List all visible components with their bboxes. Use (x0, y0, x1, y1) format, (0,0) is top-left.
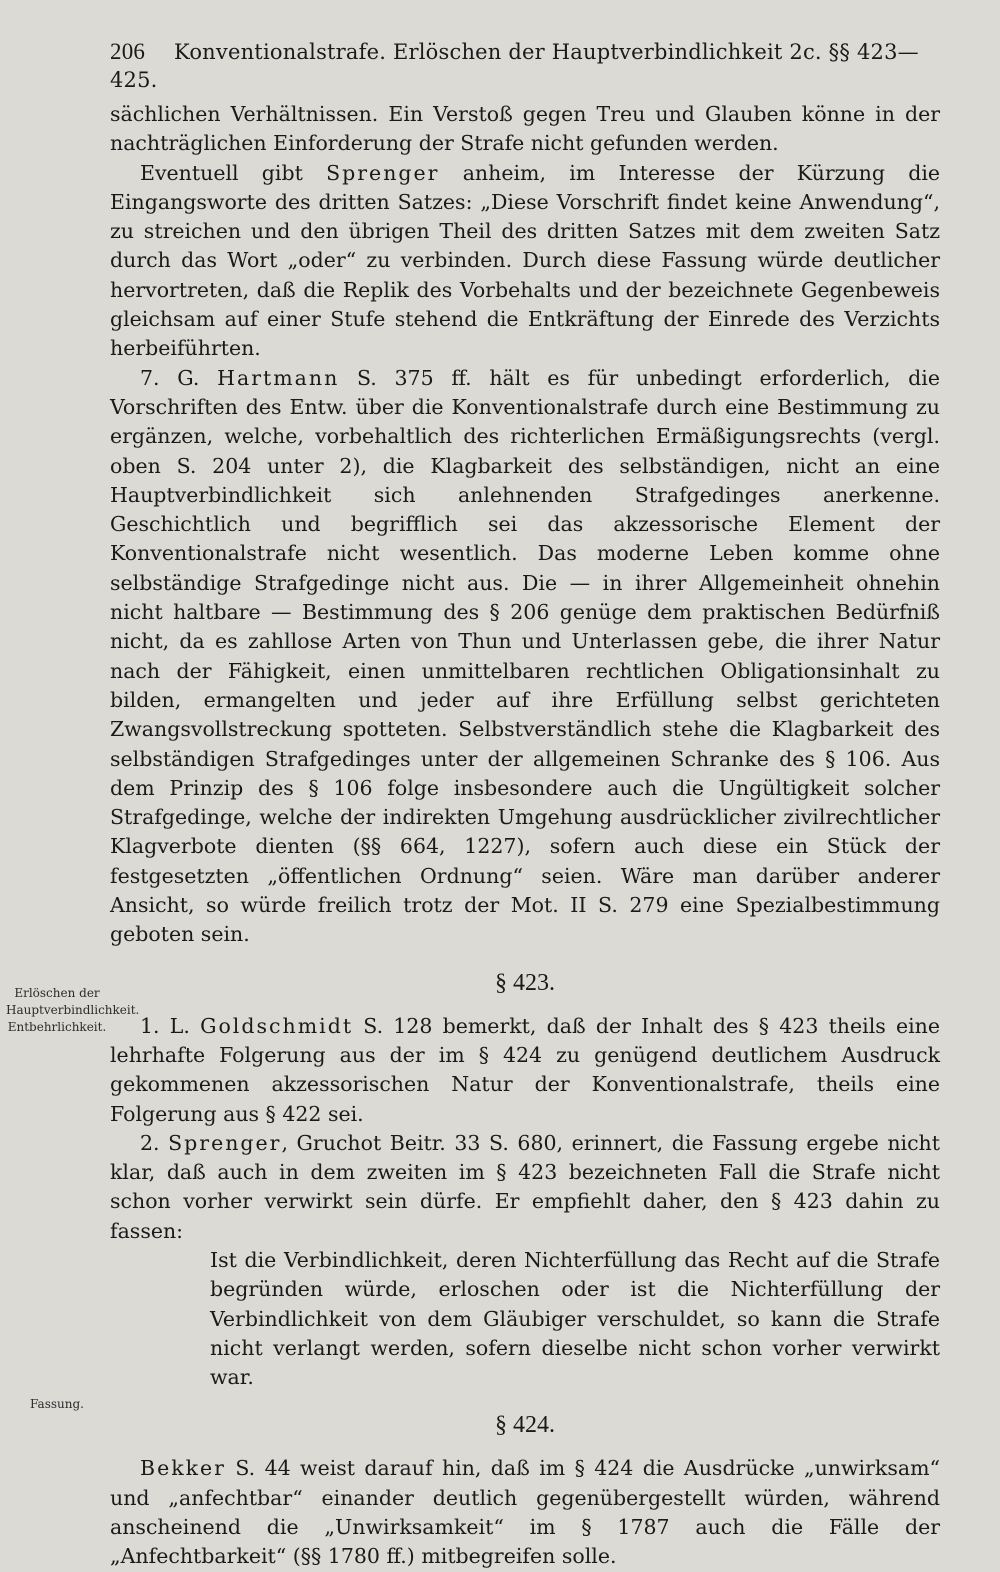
author-name: Bekker (140, 1456, 226, 1481)
paragraph-text: , Gruchot Beitr. 33 S. 680, erinnert, die Fassung ergebe nicht klar, daß auch in dem zweiten im § 423 bezeichneten Fall die Strafe nicht schon vorher verwirkt sein dürfe. Er empfiehlt daher, den § 423 dahin zu fassen: (110, 1130, 940, 1243)
paragraph: sächlichen Verhältnissen. Ein Verstoß gegen Treu und Glauben könne in der nachträglichen Einforderung der Strafe nicht gefunden werden. (110, 102, 940, 156)
author-name: Sprenger (168, 1130, 282, 1155)
section-heading-424: § 424. (495, 1412, 555, 1439)
author-name: Goldschmidt (200, 1013, 354, 1038)
paragraph (110, 1012, 940, 1129)
margin-note-423: Erlöschen der Hauptverbindlichkeit. Entbehrlichkeit. (6, 986, 140, 1034)
quoted-proposal: Ist die Verbindlichkeit, deren Nichterfüllung das Recht auf die Strafe begründen würde, erloschen oder ist die Nichterfüllung der Verbindlichkeit von dem Gläubiger verschuldet, so kann die Strafe nicht verlangt werden, sofern dieselbe nicht schon vorher verwirkt war. (210, 1247, 940, 1390)
paragraph-text: Eventuell gibt (140, 160, 327, 185)
main-text (110, 100, 940, 1572)
paragraph-text: S. 128 bemerkt, daß der Inhalt des § 423 theils eine lehrhafte Folgerung aus der im § 424 zu genügend deutlichem Ausdruck gekommenen akzessorischen Natur der Konventionalstrafe, theils eine Folgerung aus § 422 sei. (110, 1013, 940, 1126)
margin-note-424: Fassung. (30, 1397, 84, 1411)
paragraph (110, 1454, 940, 1571)
paragraph-text: S. 375 ff. hält es für unbedingt erforderlich, die Vorschriften des Entw. über die Konventionalstrafe durch eine Bestimmung zu ergänzen, welche, vorbehaltlich des richterlichen Ermäßigungsrechts (vergl. oben S. 204 unter 2), die Klagbarkeit des selbständigen, nicht an eine Hauptverbindlichkeit sich anlehnenden Strafgedinges anerkenne. Geschichtlich und begrifflich sei das akzessorische Element der Konventionalstrafe nicht wesentlich. Das moderne Leben komme ohne selbständige Strafgedinge nicht aus. Die — in ihrer Allgemeinheit ohnehin nicht haltbare — Bestimmung des § 206 genüge dem praktischen Bedürfniß nicht, da es zahllose Arten von Thun und Unterlassen gebe, die ihrer Natur nach der Fähigkeit, einen unmittelbaren rechtlichen Obligationsinhalt zu bilden, ermangelten und jeder auf ihre Erfüllung selbst gerichteten Zwangsvollstreckung spotteten. Selbstverständlich stehe die Klagbarkeit des selbständigen Strafgedinges unter der allgemeinen Schranke des § 106. Aus dem Prinzip des § 106 folge insbesondere auch die Ungültigkeit solcher Strafgedinge, welche der indirekten Umgehung ausdrücklicher zivilrechtlicher Klagverbote dienten (§§ 664, 1227), sofern auch diese ein Stück der festgesetzten „öffentlichen Ordnung“ seien. Wäre man darüber anderer Ansicht, so würde freilich trotz der Mot. II S. 279 eine Spezialbestimmung geboten sein. (110, 365, 940, 947)
paragraph (110, 364, 940, 950)
paragraph-text: S. 44 weist darauf hin, daß im § 424 die Ausdrücke „unwirksam“ und „anfechtbar“ einander deutlich gegenübergestellt würden, während anscheinend die „Unwirksamkeit“ im § 1787 auch die Fälle der „Anfechtbarkeit“ (§§ 1780 ff.) mitbegreifen solle. (110, 1456, 940, 1569)
paragraph (110, 1129, 940, 1246)
paragraph-text: 7. G. (140, 365, 218, 390)
paragraph-text: anheim, im Interesse der Kürzung die Eingangsworte des dritten Satzes: „Diese Vorschrift findet keine Anwendung“, zu streichen und den übrigen Theil des dritten Satzes mit dem zweiten Satz durch das Wort „oder“ zu verbinden. Durch diese Fassung würde deutlicher hervortreten, daß die Replik des Vorbehalts und der bezeichnete Gegenbeweis gleichsam auf einer Stufe stehend die Entkräftung der Einrede des Verzichts herbeiführten. (110, 160, 941, 361)
running-header (110, 38, 940, 94)
author-name: Sprenger (326, 160, 440, 185)
paragraph (110, 159, 940, 364)
running-title: Konventionalstrafe. Erlöschen der Hauptverbindlichkeit 2c. §§ 423—425. (110, 40, 919, 92)
paragraph-text: 2. (140, 1130, 169, 1155)
paragraph-text: 1. L. (140, 1013, 201, 1038)
author-name: Hartmann (217, 365, 340, 390)
page-number: 206 (110, 39, 146, 64)
section-heading-423: § 423. (495, 969, 555, 996)
